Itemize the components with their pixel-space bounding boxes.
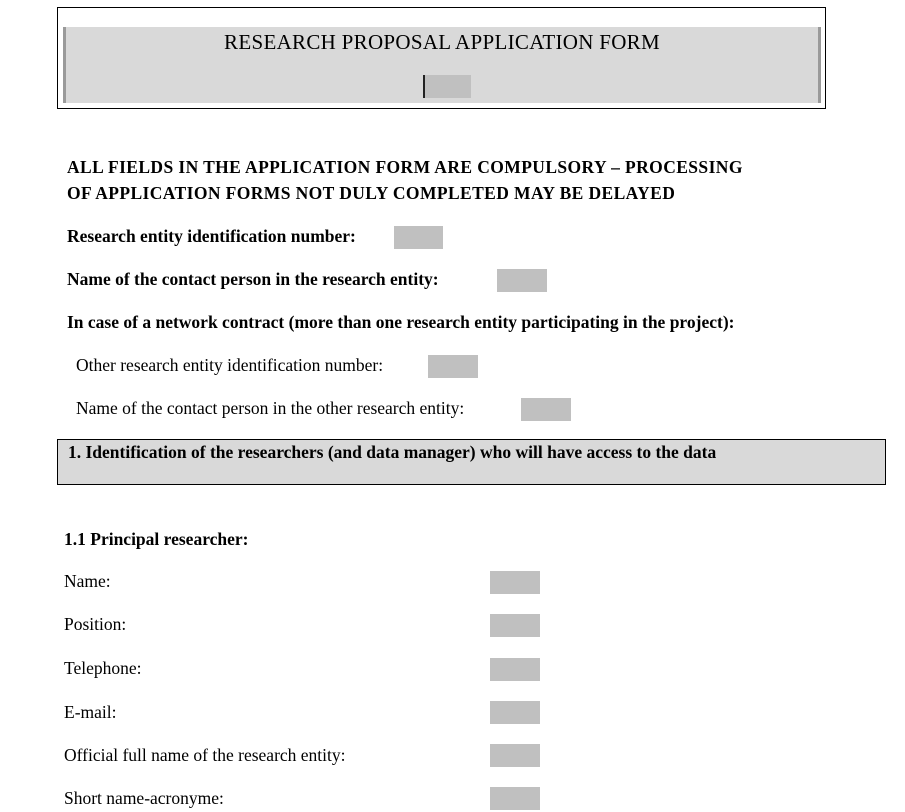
telephone-label: Telephone: <box>64 658 142 678</box>
email-field[interactable] <box>490 701 540 724</box>
name-label: Name: <box>64 571 111 591</box>
name-field[interactable] <box>490 571 540 594</box>
other-entity-id-label: Other research entity identification number: <box>76 355 384 375</box>
other-entity-id-field[interactable] <box>428 355 478 378</box>
principal-researcher-heading: 1.1 Principal researcher: <box>64 529 249 549</box>
contact-person-label: Name of the contact person in the research entity: <box>67 269 439 289</box>
contact-person-field[interactable] <box>497 269 547 292</box>
compulsory-warning <box>67 154 743 206</box>
short-name-field[interactable] <box>490 787 540 810</box>
form-title-banner <box>63 27 821 103</box>
telephone-field[interactable] <box>490 658 540 681</box>
warning-line-1: ALL FIELDS IN THE APPLICATION FORM ARE COMPULSORY – PROCESSING <box>67 157 743 177</box>
research-entity-name-label: Official full name of the research entity: <box>64 745 346 765</box>
title-input-field[interactable] <box>423 75 471 98</box>
position-field[interactable] <box>490 614 540 637</box>
research-entity-id-field[interactable] <box>394 226 443 249</box>
short-name-label: Short name-acronyme: <box>64 788 224 808</box>
section-1-heading: 1. Identification of the researchers (and data manager) who will have access to the data <box>68 442 717 462</box>
other-contact-person-label: Name of the contact person in the other research entity: <box>76 398 465 418</box>
research-entity-name-field[interactable] <box>490 744 540 767</box>
research-entity-id-label: Research entity identification number: <box>67 226 356 246</box>
other-contact-person-field[interactable] <box>521 398 571 421</box>
section-1-header <box>57 439 886 485</box>
form-title-box <box>57 7 826 109</box>
form-title: RESEARCH PROPOSAL APPLICATION FORM <box>224 30 660 54</box>
email-label: E-mail: <box>64 702 117 722</box>
text-cursor <box>423 75 425 98</box>
network-contract-label: In case of a network contract (more than one research entity participating in the project): <box>67 312 735 332</box>
position-label: Position: <box>64 614 127 634</box>
warning-line-2: OF APPLICATION FORMS NOT DULY COMPLETED MAY BE DELAYED <box>67 183 676 203</box>
